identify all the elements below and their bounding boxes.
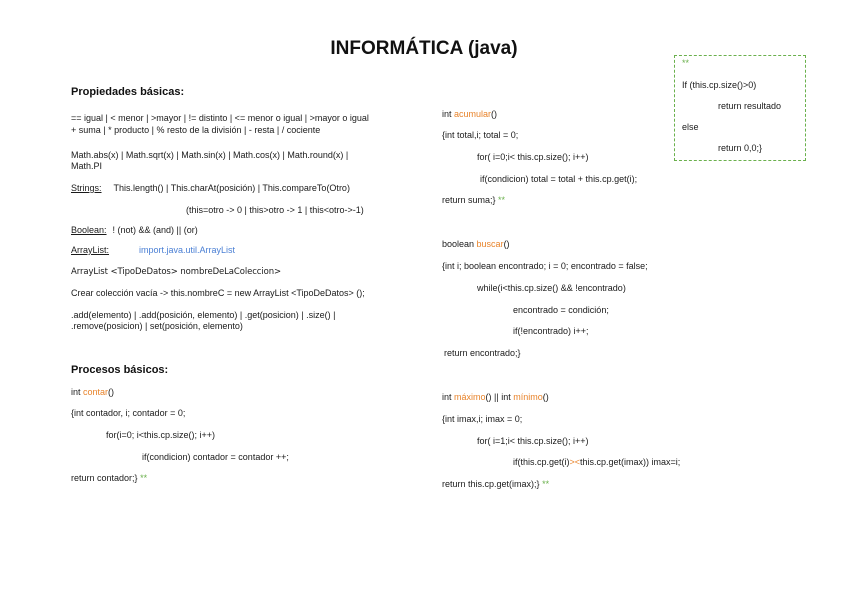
acumular-return: return suma;}: [442, 195, 496, 205]
note-line-2: return resultado: [718, 101, 782, 111]
buscar-line-1: {int i; boolean encontrado; i = 0; encontrado = false;: [442, 261, 648, 271]
boolean-row: [71, 225, 198, 236]
maximo-signature: [442, 392, 549, 403]
acumular-line-4: [442, 195, 505, 206]
boolean-label: Boolean:: [71, 225, 107, 235]
strings-label: Strings:: [71, 183, 102, 193]
strings-compare: (this=otro -> 0 | this>otro -> 1 | this<otro->-1): [186, 205, 364, 215]
maximo-return: return this.cp.get(imax);}: [442, 479, 540, 489]
buscar-signature: [442, 239, 510, 250]
props-heading: Propiedades básicas:: [71, 86, 185, 98]
acumular-signature: [442, 109, 497, 120]
acumular-type: int: [442, 109, 455, 119]
buscar-line-4: if(!encontrado) i++;: [513, 326, 589, 336]
maximo-line-3: [513, 457, 680, 468]
maximo-separator: () || int: [485, 392, 514, 402]
arraylist-create: Crear colección vacía -> this.nombreC = new ArrayList <TipoDeDatos> ();: [71, 288, 365, 298]
contar-comment: **: [140, 473, 148, 483]
page-title: INFORMÁTICA (java): [330, 38, 518, 59]
maximo-line-2: for( i=1;i< this.cp.size(); i++): [477, 436, 589, 446]
buscar-line-2: while(i<this.cp.size() && !encontrado): [477, 283, 626, 293]
acumular-line-1: {int total,i; total = 0;: [442, 130, 519, 140]
contar-type: int: [71, 387, 84, 397]
strings-methods: This.length() | This.charAt(posición) | This.compareTo(Otro): [113, 183, 350, 193]
operators-line-2: + suma | * producto | % resto de la división | - resta | / cociente: [71, 125, 321, 135]
buscar-type: boolean: [442, 239, 477, 249]
contar-name: contar: [83, 387, 109, 397]
maximo-line-1: {int imax,i; imax = 0;: [442, 414, 523, 424]
contar-return: return contador;}: [71, 473, 138, 483]
contar-parens: (): [108, 387, 115, 397]
buscar-line-3: encontrado = condición;: [513, 305, 609, 315]
contar-line-2: for(i=0; i<this.cp.size(); i++): [106, 430, 216, 440]
note-line-3: else: [682, 122, 699, 132]
contar-line-1: {int contador, i; contador = 0;: [71, 408, 186, 418]
acumular-line-3: if(condicion) total = total + this.cp.get(i);: [480, 174, 638, 184]
arraylist-row: [71, 245, 235, 256]
contar-signature: [71, 387, 114, 398]
operators-line-1: == igual | < menor | >mayor | != distinto | <= menor o igual | >mayor o igual: [71, 113, 369, 123]
acumular-comment: **: [498, 195, 506, 205]
maximo-type: int: [442, 392, 455, 402]
maximo-name: máximo: [454, 392, 486, 402]
arraylist-declaration: ArrayList <TipoDeDatos> nombreDeLaColeccion>: [71, 267, 282, 277]
strings-row: [71, 183, 350, 194]
contar-line-3: if(condicion) contador = contador ++;: [142, 452, 289, 462]
buscar-parens: (): [503, 239, 510, 249]
contar-line-4: [71, 473, 147, 484]
math-line-1: Math.abs(x) | Math.sqrt(x) | Math.sin(x) | Math.cos(x) | Math.round(x) |: [71, 150, 349, 160]
arraylist-label: ArrayList:: [71, 245, 110, 255]
acumular-line-2: for( i=0;i< this.cp.size(); i++): [477, 152, 589, 162]
math-line-2: Math.PI: [71, 161, 103, 171]
buscar-line-5: return encontrado;}: [444, 348, 521, 358]
maximo-operator: ><: [569, 457, 581, 467]
maximo-line-4: [442, 479, 549, 490]
maximo-parens: (): [542, 392, 549, 402]
arraylist-methods-1: .add(elemento) | .add(posición, elemento) | .get(posicion) | .size() |: [71, 310, 336, 320]
maximo-condition-right: this.cp.get(imax)) imax=i;: [580, 457, 681, 467]
acumular-name: acumular: [454, 109, 492, 119]
acumular-parens: (): [491, 109, 498, 119]
note-line-4: return 0,0;}: [718, 143, 763, 153]
arraylist-methods-2: .remove(posicion) | set(posición, elemento): [71, 321, 243, 331]
buscar-name: buscar: [476, 239, 504, 249]
maximo-condition-left: if(this.cp.get(i): [513, 457, 570, 467]
note-line-1: If (this.cp.size()>0): [682, 80, 757, 90]
minimo-name: mínimo: [513, 392, 543, 402]
arraylist-import: import.java.util.ArrayList: [139, 245, 236, 255]
procesos-heading: Procesos básicos:: [71, 364, 169, 376]
maximo-comment: **: [542, 479, 550, 489]
note-marker: **: [682, 58, 690, 68]
boolean-ops: ! (not) && (and) || (or): [112, 225, 198, 235]
